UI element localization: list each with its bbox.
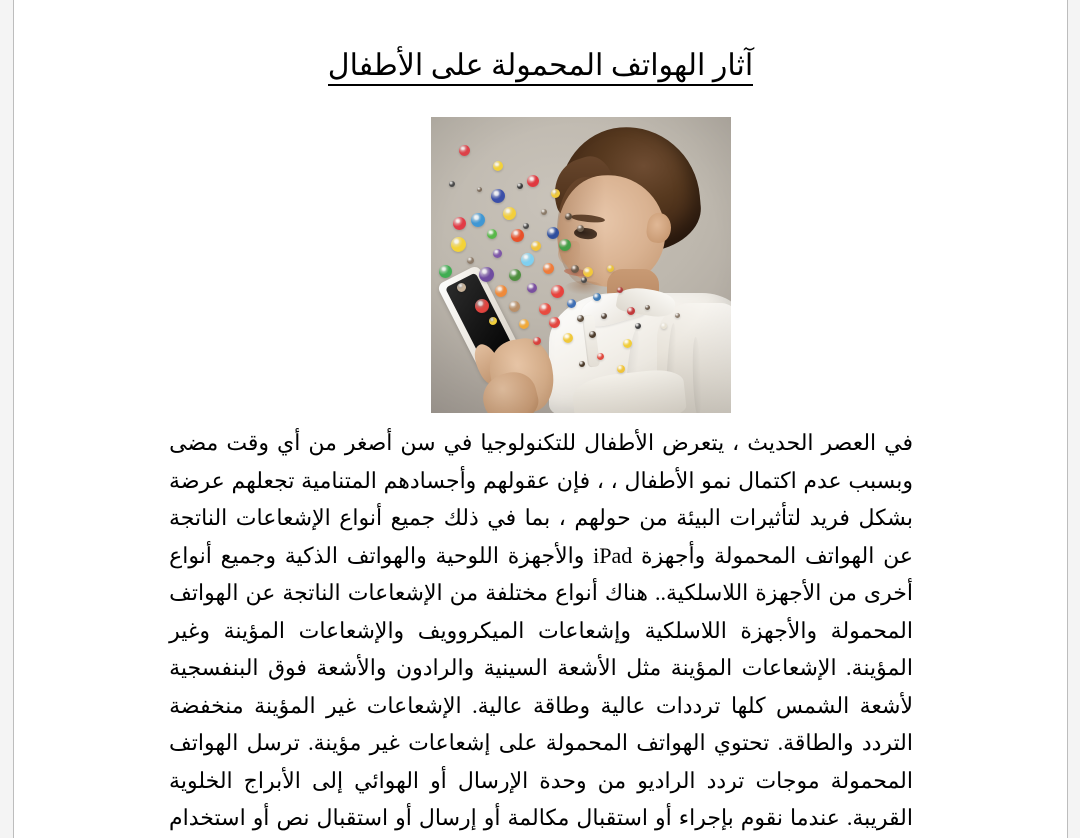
- article-body-line: [169, 424, 913, 462]
- article-word: الإشعاعات: [235, 505, 331, 530]
- floating-ball: [645, 305, 650, 310]
- article-word: من: [308, 430, 337, 455]
- article-word: أو: [430, 767, 447, 793]
- article-word: وبسبب: [848, 467, 913, 493]
- article-word: الأجهزة: [755, 580, 822, 605]
- article-word: وحدة: [539, 767, 587, 793]
- article-word: والأشعة: [316, 655, 387, 680]
- article-body-line: [169, 499, 913, 537]
- article-word: والأجهزة: [507, 542, 585, 568]
- article-word: من: [597, 767, 627, 793]
- article-image: [431, 117, 731, 413]
- floating-ball: [661, 323, 667, 329]
- floating-ball: [539, 303, 551, 315]
- floating-ball: [617, 287, 623, 293]
- article-word: لتأثيرات: [729, 505, 802, 530]
- floating-ball: [467, 257, 474, 264]
- floating-ball: [623, 339, 632, 348]
- floating-ball: [533, 337, 541, 345]
- article-word: في: [884, 430, 913, 455]
- article-word: نقوم: [740, 805, 784, 830]
- article-word: والطاقة.: [777, 730, 854, 755]
- article-body-line: [169, 687, 913, 725]
- article-word: ترسل: [246, 730, 300, 755]
- article-word: عدم: [803, 467, 842, 493]
- article-word: اللاسلكية: [644, 617, 727, 643]
- article-word: مثل: [626, 655, 662, 680]
- article-word: يتعرض: [662, 430, 725, 455]
- floating-ball: [449, 181, 455, 187]
- article-word: السينية: [483, 655, 548, 680]
- article-word: في: [443, 430, 473, 455]
- article-word: إشعاعات: [408, 730, 491, 755]
- article-word: إرسال: [418, 805, 477, 830]
- article-word: وقت: [226, 430, 270, 455]
- page-title: [14, 47, 1067, 85]
- article-word: غير: [369, 730, 400, 755]
- floating-ball: [511, 229, 524, 242]
- article-word: القريبة.: [846, 805, 913, 830]
- article-word: المحمولة: [830, 617, 913, 643]
- floating-ball: [487, 229, 497, 239]
- article-word: أو: [395, 805, 412, 830]
- floating-ball: [547, 227, 559, 239]
- article-word: من: [639, 505, 668, 530]
- article-word: عندما: [790, 805, 840, 830]
- floating-ball: [601, 313, 607, 319]
- article-word: التردد: [861, 730, 913, 755]
- article-word: تجعلهم: [231, 467, 295, 493]
- floating-ball: [517, 183, 523, 189]
- article-word: الإشعاعات: [347, 580, 443, 605]
- floating-ball: [571, 265, 579, 273]
- floating-ball: [477, 187, 482, 192]
- article-image-photo: [431, 117, 731, 413]
- article-word: ،: [596, 467, 604, 493]
- floating-ball: [565, 213, 572, 220]
- article-word: أنواع: [339, 505, 383, 530]
- floating-ball: [593, 293, 601, 301]
- article-word: الإرسال: [457, 767, 529, 793]
- article-word: الهواتف: [169, 730, 239, 755]
- article-word: البيئة: [676, 505, 721, 530]
- floating-ball: [527, 175, 539, 187]
- floating-ball: [543, 263, 554, 274]
- floating-ball: [551, 189, 560, 198]
- article-word: المتنامية: [301, 467, 377, 493]
- floating-ball: [581, 277, 587, 283]
- article-word: الميكروويف: [417, 617, 525, 643]
- article-word: وجميع: [220, 542, 276, 568]
- floating-ball: [457, 283, 466, 292]
- article-word: المؤينة: [223, 617, 286, 643]
- article-word: الناتجة: [282, 580, 341, 605]
- article-word: أو: [252, 805, 270, 830]
- article-word: غير: [326, 692, 357, 718]
- viewer-right-gutter: [1068, 0, 1080, 838]
- article-word: أنواع: [169, 542, 212, 568]
- article-body-line: [169, 724, 913, 762]
- article-word: في: [487, 505, 517, 530]
- article-word: نص: [276, 805, 310, 830]
- article-word: على: [498, 730, 538, 755]
- article-word: عن: [245, 580, 276, 605]
- page-title-text: آثار الهواتف المحمولة على الأطفال: [328, 49, 753, 86]
- article-word: مختلفة: [485, 580, 549, 605]
- article-word: سن: [400, 430, 436, 455]
- floating-ball: [541, 209, 547, 215]
- article-word: عقولهم: [483, 467, 551, 493]
- article-word: ،: [732, 430, 740, 455]
- article-word: الهوائي: [354, 767, 420, 793]
- floating-ball: [589, 331, 596, 338]
- article-word: الإشعاعات: [366, 692, 462, 718]
- article-word: والأجهزة: [740, 617, 818, 643]
- floating-ball: [523, 223, 529, 229]
- floating-ball: [509, 301, 520, 312]
- article-word: للتكنولوجيا: [480, 430, 577, 455]
- article-word: iPad: [593, 542, 633, 568]
- article-body: [169, 424, 913, 837]
- article-word: موجات: [755, 767, 820, 793]
- floating-ball: [495, 285, 507, 297]
- article-word: المؤينة.: [846, 655, 913, 680]
- article-word: الراديو: [637, 767, 696, 793]
- article-word: المؤينة: [670, 655, 733, 680]
- floating-ball: [519, 319, 529, 329]
- floating-ball: [549, 317, 560, 328]
- article-word: وطاقة: [532, 692, 591, 718]
- floating-ball: [635, 323, 641, 329]
- article-word: عرضة: [169, 467, 225, 493]
- article-body-line: [169, 762, 913, 800]
- article-word: وإشعاعات: [537, 617, 631, 643]
- article-word: عالية.: [472, 692, 523, 718]
- article-word: حولهم: [574, 505, 631, 530]
- article-word: اللاسلكية..: [655, 580, 749, 605]
- document-page: [13, 0, 1068, 838]
- article-body-line: [169, 612, 913, 650]
- article-word: المؤينة: [254, 692, 316, 718]
- article-word: استقبال: [316, 805, 389, 830]
- article-word: البنفسجية: [169, 655, 259, 680]
- article-word: الشمس: [775, 692, 850, 718]
- article-word: فإن: [556, 467, 591, 493]
- article-word: ذلك: [443, 505, 479, 530]
- floating-ball: [675, 313, 680, 318]
- article-word: والهواتف: [346, 542, 427, 568]
- floating-ball: [597, 353, 604, 360]
- floating-ball: [563, 333, 573, 343]
- article-word: أخرى: [863, 580, 913, 605]
- article-word: منخفضة: [169, 692, 244, 718]
- article-word: نمو: [701, 467, 732, 493]
- article-word: أو: [655, 805, 672, 830]
- article-word: الأطفال: [584, 430, 655, 455]
- article-word: الذكية: [284, 542, 338, 568]
- article-word: وغير: [169, 617, 210, 643]
- article-word: الهواتف: [636, 730, 706, 755]
- floating-ball: [451, 237, 466, 252]
- article-body-line: [169, 462, 913, 500]
- article-word: فوق: [267, 655, 307, 680]
- article-word: أصغر: [344, 430, 393, 455]
- floating-ball: [577, 315, 584, 322]
- article-word: والإشعاعات: [298, 617, 405, 643]
- floating-ball: [559, 239, 571, 251]
- floating-ball: [551, 285, 564, 298]
- article-word: ترددات: [655, 692, 721, 718]
- floating-ball: [567, 299, 576, 308]
- article-body-line: [169, 649, 913, 687]
- article-word: المحمولة: [830, 767, 913, 793]
- floating-ball: [493, 161, 503, 171]
- article-word: الخلوية: [169, 767, 233, 793]
- article-word: والرادون: [395, 655, 475, 680]
- article-word: الحديث: [747, 430, 814, 455]
- floating-ball: [475, 299, 489, 313]
- article-word: اللوحية: [435, 542, 499, 568]
- article-word: الأطفال: [624, 467, 695, 493]
- article-word: لأشعة: [859, 692, 913, 718]
- article-word: الهواتف: [169, 580, 239, 605]
- article-word: وأجسادهم: [383, 467, 477, 493]
- article-word: الأشعة: [557, 655, 617, 680]
- floating-ball: [509, 269, 521, 281]
- floating-ball: [527, 283, 537, 293]
- article-word: المحمولة: [545, 730, 629, 755]
- floating-ball: [521, 253, 534, 266]
- article-word: عن: [883, 542, 913, 568]
- floating-ball: [607, 265, 614, 272]
- article-word: بشكل: [858, 505, 913, 530]
- floating-ball: [491, 189, 505, 203]
- floating-ball: [531, 241, 541, 251]
- article-word: بإجراء: [678, 805, 734, 830]
- floating-ball: [489, 317, 497, 325]
- floating-ball: [583, 267, 593, 277]
- article-word: هناك: [604, 580, 648, 605]
- floating-ball: [617, 365, 625, 373]
- article-word: المحمولة: [713, 542, 797, 568]
- article-word: فريد: [809, 505, 850, 530]
- article-word: الناتجة: [169, 505, 228, 530]
- article-word: تحتوي: [713, 730, 770, 755]
- article-word: مكالمة: [507, 805, 570, 830]
- article-word: مضى: [169, 430, 219, 455]
- article-word: جميع: [390, 505, 436, 530]
- floating-ball: [459, 145, 470, 156]
- article-word: الإشعاعات: [741, 655, 837, 680]
- article-word: الأبراج: [243, 767, 301, 793]
- article-word: أو: [483, 805, 501, 830]
- floating-ball: [577, 225, 584, 232]
- floating-ball: [503, 207, 516, 220]
- viewer-left-gutter: [0, 0, 14, 838]
- article-body-line: [169, 799, 913, 837]
- article-word: ،: [610, 467, 618, 493]
- floating-ball: [453, 217, 466, 230]
- article-word: أنواع: [555, 580, 598, 605]
- article-body-line: [169, 537, 913, 575]
- article-word: إلى: [311, 767, 344, 793]
- article-word: اكتمال: [738, 467, 797, 493]
- article-word: وأجهزة: [641, 542, 706, 568]
- article-word: أي: [277, 430, 301, 455]
- article-body-line: [169, 574, 913, 612]
- article-word: من: [828, 580, 857, 605]
- floating-ball: [479, 267, 494, 282]
- floating-ball: [627, 307, 635, 315]
- article-word: ،: [558, 505, 566, 530]
- floating-ball: [439, 265, 452, 278]
- article-word: تردد: [706, 767, 745, 793]
- article-word: عالية: [600, 692, 646, 718]
- article-word: بما: [524, 505, 551, 530]
- article-word: مؤينة.: [308, 730, 362, 755]
- article-word: العصر: [821, 430, 877, 455]
- article-word: كلها: [730, 692, 766, 718]
- floating-ball: [471, 213, 485, 227]
- article-word: من: [449, 580, 479, 605]
- floating-ball: [493, 249, 502, 258]
- article-word: الهواتف: [805, 542, 875, 568]
- floating-ball: [579, 361, 585, 367]
- article-word: استقبال: [576, 805, 649, 830]
- article-word: استخدام: [169, 805, 246, 830]
